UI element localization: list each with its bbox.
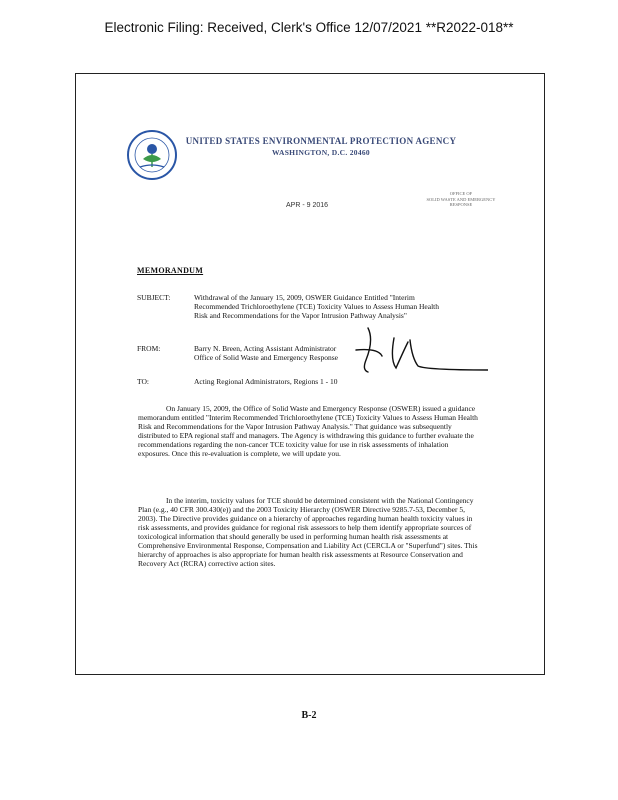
body-paragraph-2: In the interim, toxicity values for TCE should be determined consistent with the National Contingency Plan (e.g., 40 CFR 300.430(e)) and the 2003 Toxicity Hierarchy (OSWER Directive 9285.7-53, December 5, 2003). The Directive provides guidance on a hierarchy of approaches regarding human health toxicity values in risk assessments, and provides guidance for regional risk assessors to help them identify appropriate sources of toxicological information that should generally be used in performing human health risk assessments at Comprehensive Environmental Response, Compensation and Liability Act (CERCLA or "Superfund") sites. This hierarchy of approaches is also appropriate for human health risk assessments at Resource Conservation and Recovery Act (RCRA) corrective action sites. xyxy=(138,496,478,568)
letterhead xyxy=(176,136,466,158)
signature-icon xyxy=(338,320,488,380)
date-stamp: APR - 9 2016 xyxy=(286,202,329,209)
subject-label: SUBJECT: xyxy=(137,293,171,302)
from-label: FROM: xyxy=(137,344,161,353)
epa-seal-icon xyxy=(126,129,178,181)
office-stamp-line2: SOLID WASTE AND EMERGENCY xyxy=(426,196,496,202)
office-stamp xyxy=(401,191,521,208)
to-label: TO: xyxy=(137,377,149,386)
filing-header: Electronic Filing: Received, Clerk's Office 12/07/2021 **R2022-018** xyxy=(104,20,514,35)
subject-text: Withdrawal of the January 15, 2009, OSWER Guidance Entitled "Interim Recommended Trichloroethylene (TCE) Toxicity Values to Assess Human Health Risk and Recommendations for the Vapor Intrusion Pathway Analysis" xyxy=(194,293,439,320)
office-stamp-line3: RESPONSE xyxy=(449,202,473,207)
page-number: B-2 xyxy=(301,710,317,721)
agency-city: WASHINGTON, D.C. 20460 xyxy=(272,148,370,157)
document-page xyxy=(75,73,545,675)
body-paragraph-1: On January 15, 2009, the Office of Solid Waste and Emergency Response (OSWER) issued a guidance memorandum entitled "Interim Recommended Trichloroethylene (TCE) Toxicity Values to Assess Human Health Risk and Recommendations for the Vapor Intrusion Pathway Analysis." That guidance was subsequently distributed to EPA regional staff and managers. The Agency is withdrawing this guidance to further evaluate the recommendations regarding the non-cancer TCE toxicity value for use in risk assessments of inhalation exposures. Once this re-evaluation is complete, we will update you. xyxy=(138,404,478,458)
from-line-2: Office of Solid Waste and Emergency Response xyxy=(194,353,338,362)
office-stamp-line1: OFFICE OF xyxy=(449,191,473,196)
memo-title: MEMORANDUM xyxy=(137,266,204,275)
from-line-1: Barry N. Breen, Acting Assistant Administrator xyxy=(194,344,337,353)
to-text: Acting Regional Administrators, Regions 1 - 10 xyxy=(194,377,338,386)
agency-name: UNITED STATES ENVIRONMENTAL PROTECTION AGENCY xyxy=(185,136,457,146)
